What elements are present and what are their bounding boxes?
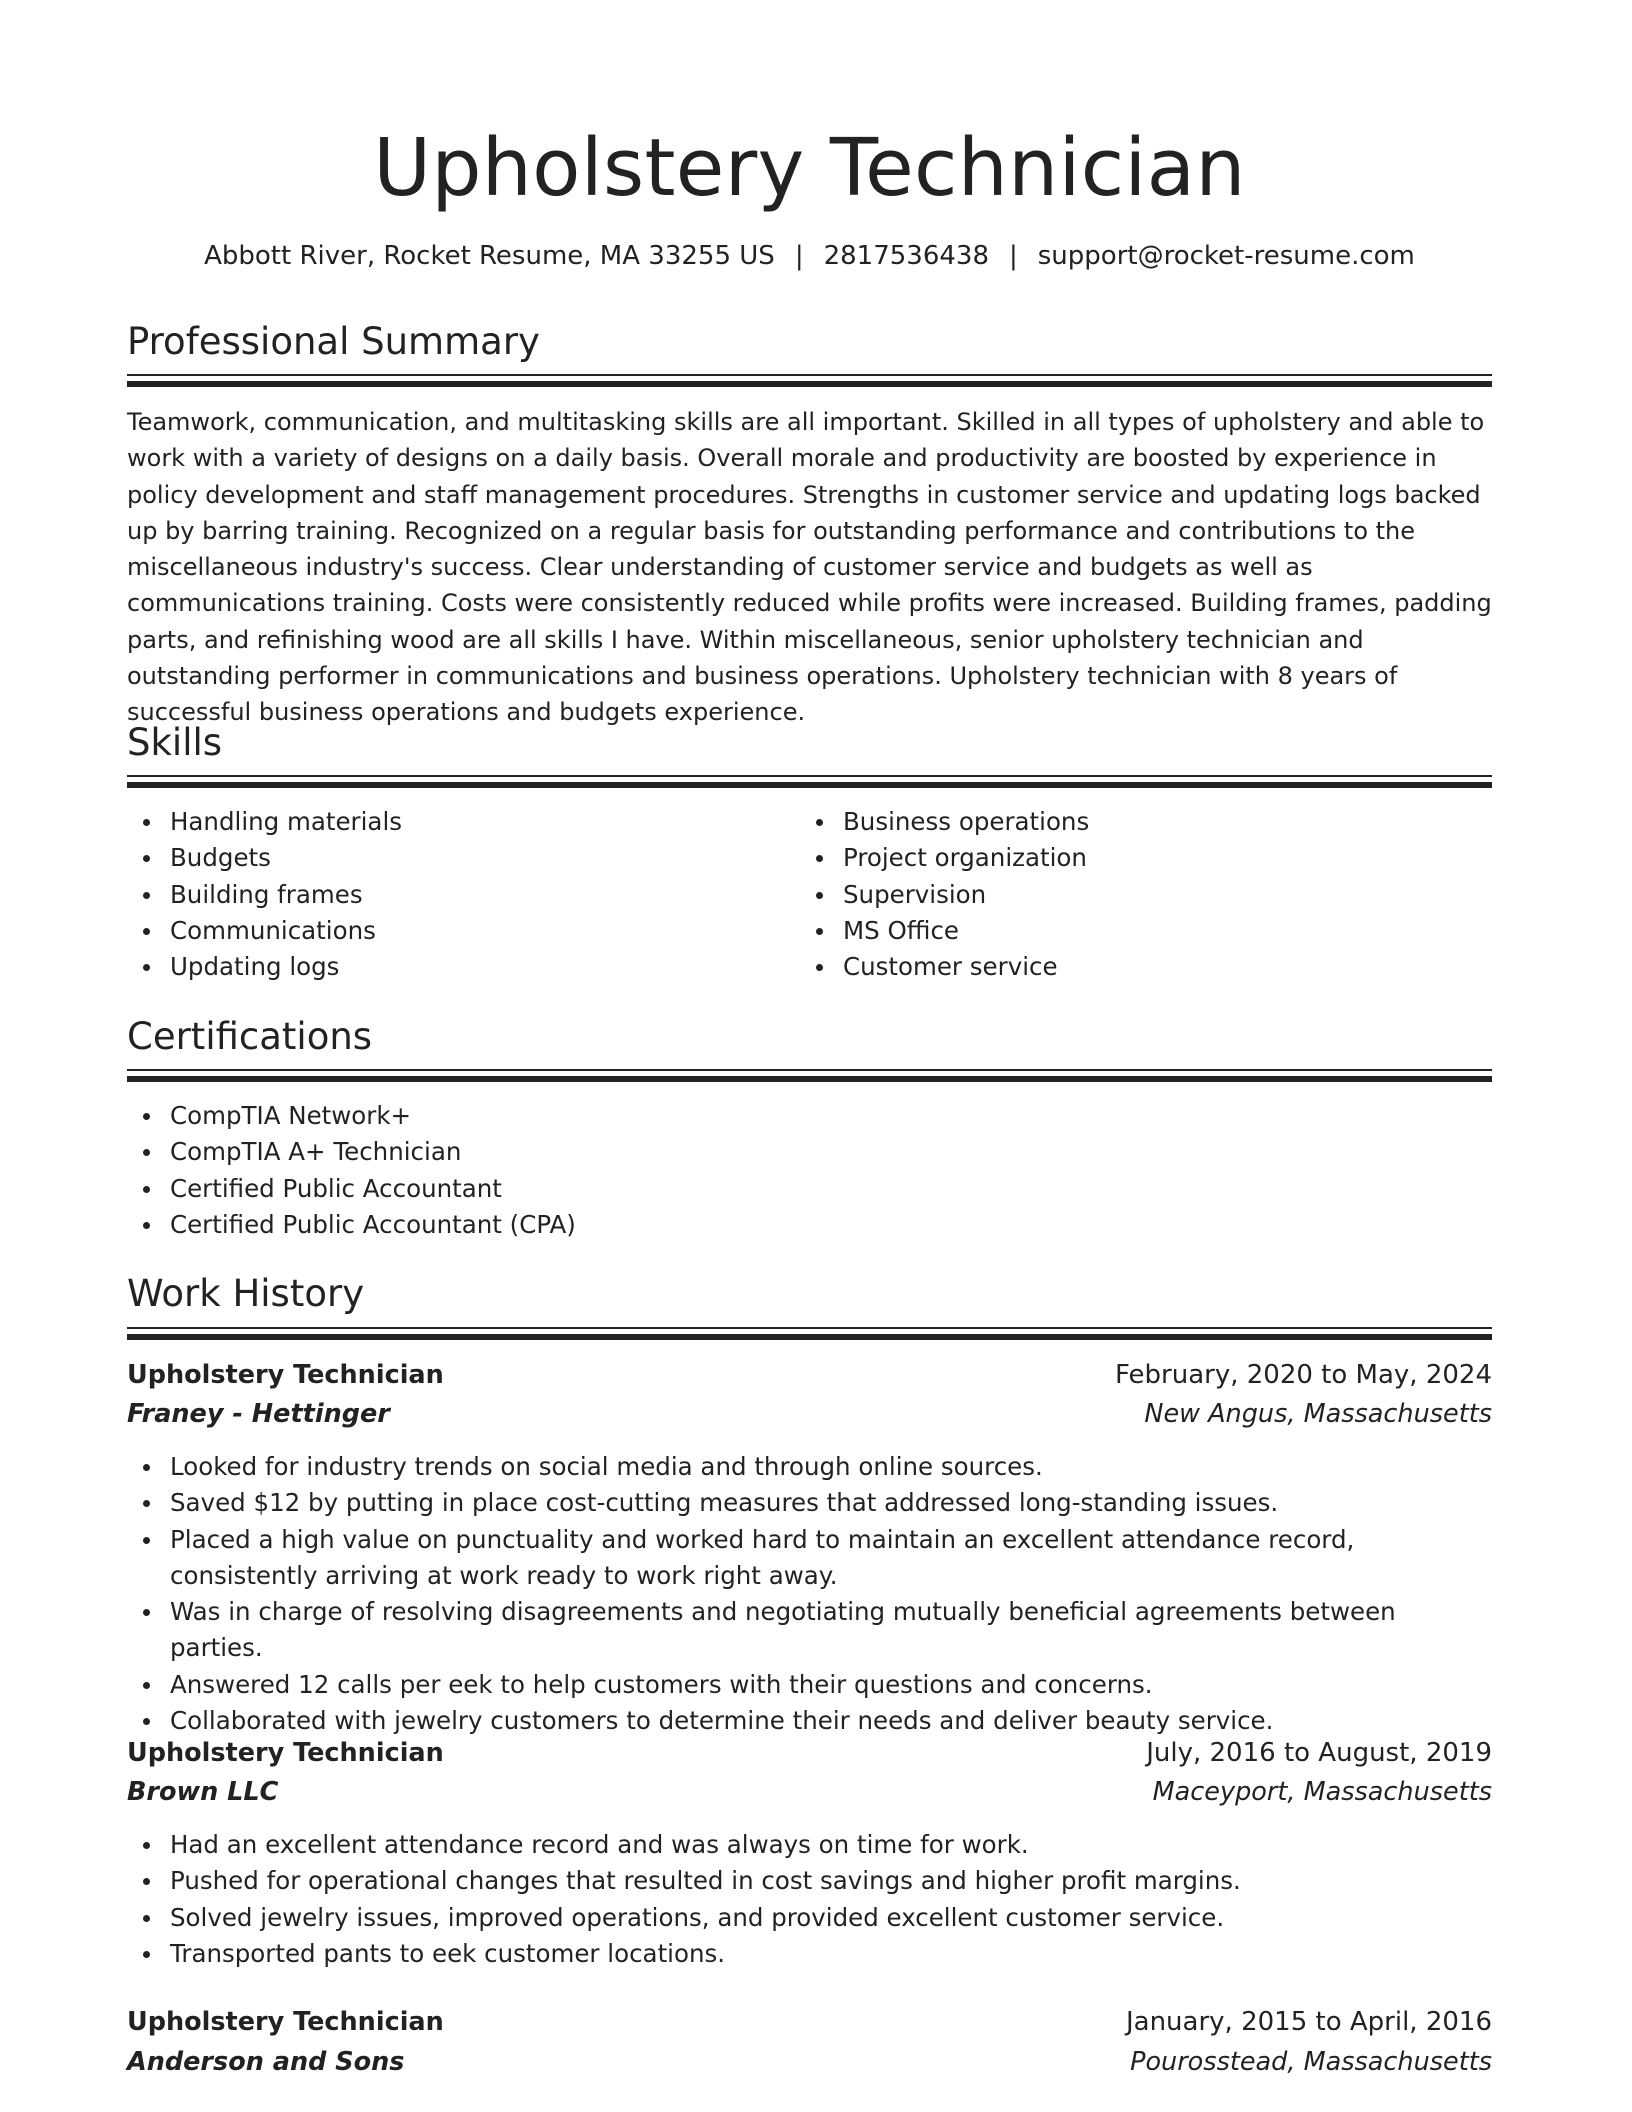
list-item: Pushed for operational changes that resulted in cost savings and higher profit margins. — [127, 1863, 1492, 1899]
job-location: New Angus, Massachusetts — [1144, 1399, 1492, 1429]
list-item: Certified Public Accountant (CPA) — [127, 1207, 1492, 1243]
list-item: Placed a high value on punctuality and worked hard to maintain an excellent attendance record, consistently arriving at work ready to work right away. — [127, 1522, 1492, 1595]
contact-separator: | — [794, 241, 804, 271]
section-header-certifications — [127, 1013, 1492, 1061]
job-dates: July, 2016 to August, 2019 — [1146, 1738, 1492, 1768]
contact-phone: 2817536438 — [823, 241, 989, 271]
list-item: Customer service — [800, 949, 1490, 985]
contact-line — [127, 238, 1492, 274]
page-title: Upholstery Technician — [373, 122, 1246, 214]
section-divider — [127, 1334, 1492, 1340]
list-item: CompTIA A+ Technician — [127, 1134, 1492, 1170]
section-divider — [127, 1076, 1492, 1082]
section-title-certifications: Certifications — [127, 1015, 373, 1058]
list-item: Looked for industry trends on social media and through online sources. — [127, 1449, 1492, 1485]
list-item: Supervision — [800, 877, 1490, 913]
summary-text: Teamwork, communication, and multitasking skills are all important. Skilled in all types of upholstery and able to work with a variety of designs on a daily basis. Overall morale and productivity are boosted by experience in policy development and staff management procedures. Strengths in customer service and updating logs backed up by barring training. Recognized on a regular basis for outstanding performance and contributions to the miscellaneous industry's success. Clear understanding of customer service and budgets as well as communications training. Costs were consistently reduced while profits were increased. Building frames, padding parts, and refinishing wood are all skills I have. Within miscellaneous, senior upholstery technician and outstanding performer in communications and business operations. Upholstery technician with 8 years of successful business operations and budgets experience. — [127, 408, 1492, 727]
skills-list-right — [800, 804, 1490, 985]
list-item: Budgets — [127, 840, 797, 876]
section-divider — [127, 775, 1492, 777]
list-item: Was in charge of resolving disagreements and negotiating mutually beneficial agreements between parties. — [127, 1594, 1492, 1667]
section-header-summary — [127, 318, 1492, 366]
list-item: Answered 12 calls per eek to help customers with their questions and concerns. — [127, 1667, 1492, 1703]
section-title-work-history: Work History — [127, 1272, 365, 1315]
list-item: Project organization — [800, 840, 1490, 876]
section-divider — [127, 1327, 1492, 1329]
list-item: Building frames — [127, 877, 797, 913]
skills-list-left — [127, 804, 797, 985]
list-item: Had an excellent attendance record and was always on time for work. — [127, 1827, 1492, 1863]
certifications-list — [127, 1098, 1492, 1243]
job-title: Upholstery Technician — [127, 1738, 444, 1768]
job-bullets — [127, 1449, 1492, 1739]
list-item: Communications — [127, 913, 797, 949]
job-company: Franey - Hettinger — [127, 1399, 390, 1429]
job-bullets — [127, 1827, 1492, 1972]
job-dates: February, 2020 to May, 2024 — [1115, 1360, 1492, 1390]
list-item: Handling materials — [127, 804, 797, 840]
list-item: Solved jewelry issues, improved operations, and provided excellent customer service. — [127, 1900, 1492, 1936]
list-item: Saved $12 by putting in place cost-cutting measures that addressed long-standing issues. — [127, 1485, 1492, 1521]
job-title: Upholstery Technician — [127, 1360, 444, 1390]
job-title: Upholstery Technician — [127, 2007, 444, 2037]
job-dates: January, 2015 to April, 2016 — [1125, 2007, 1492, 2037]
section-title-summary: Professional Summary — [127, 320, 540, 363]
job-location: Maceyport, Massachusetts — [1152, 1777, 1492, 1807]
list-item: Transported pants to eek customer locations. — [127, 1936, 1492, 1972]
section-header-work-history — [127, 1270, 1492, 1318]
list-item: CompTIA Network+ — [127, 1098, 1492, 1134]
section-header-skills — [127, 719, 1492, 767]
contact-address: Abbott River, Rocket Resume, MA 33255 US — [204, 241, 775, 271]
section-divider — [127, 1069, 1492, 1071]
contact-separator: | — [1009, 241, 1018, 271]
list-item: MS Office — [800, 913, 1490, 949]
list-item: Business operations — [800, 804, 1490, 840]
contact-email: support@rocket-resume.com — [1037, 241, 1415, 271]
job-company: Anderson and Sons — [127, 2047, 405, 2077]
job-company: Brown LLC — [127, 1777, 279, 1807]
section-divider — [127, 381, 1492, 387]
list-item: Updating logs — [127, 949, 797, 985]
section-divider — [127, 374, 1492, 376]
section-title-skills: Skills — [127, 721, 223, 764]
list-item: Collaborated with jewelry customers to determine their needs and deliver beauty service. — [127, 1703, 1492, 1739]
section-divider — [127, 782, 1492, 788]
job-location: Pourosstead, Massachusetts — [1130, 2047, 1492, 2077]
list-item: Certified Public Accountant — [127, 1171, 1492, 1207]
